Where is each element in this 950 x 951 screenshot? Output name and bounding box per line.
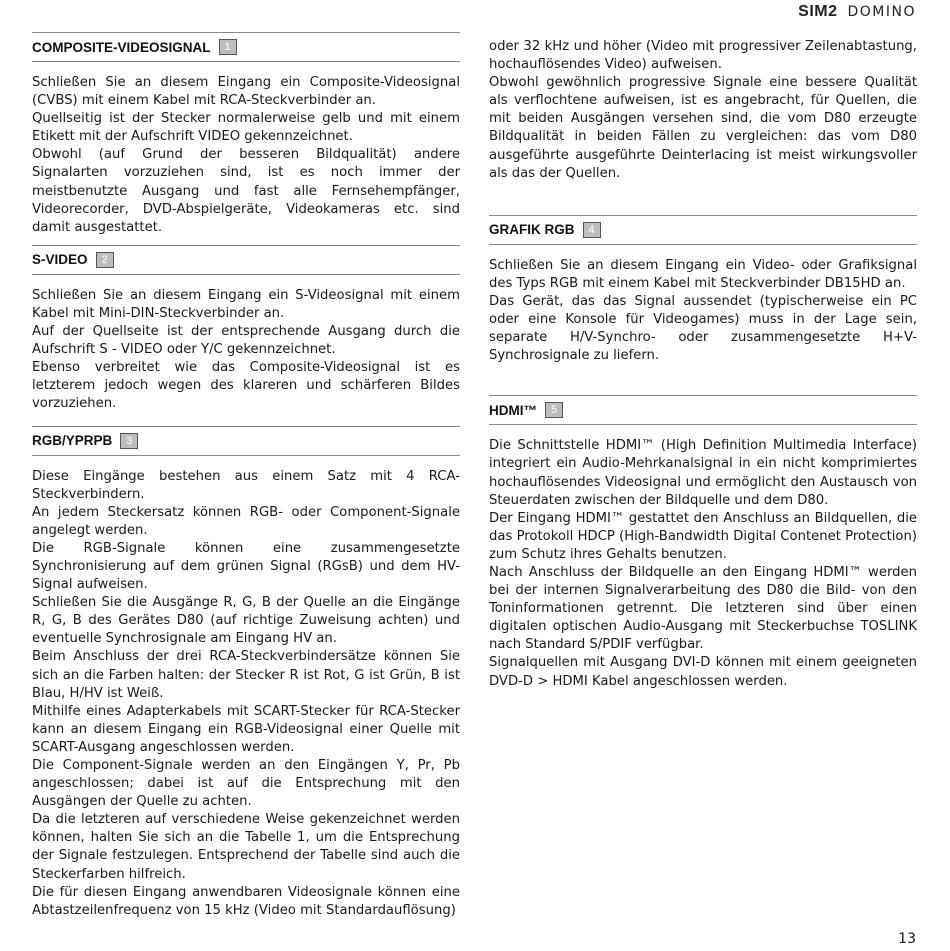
page-number: 13 bbox=[898, 931, 916, 947]
paragraph: Beim Anschluss der drei RCA-Steckverbindersätze können Sie sich an die Farben halten: der Stecker R ist Rot, G ist Grün, B ist Blau, H/HV ist Weiß. bbox=[32, 649, 460, 701]
paragraph: Signalquellen mit Ausgang DVI-D können mit einem geeigneten DVD-D > HDMI Kabel angeschlossen werden. bbox=[489, 655, 917, 689]
paragraph: Schließen Sie an diesem Eingang ein Composite-Videosignal (CVBS) mit einem Kabel mit RCA-Steckverbinder an. bbox=[32, 75, 460, 109]
section-title: S-VIDEO bbox=[32, 252, 88, 268]
section-heading bbox=[489, 395, 917, 425]
section-number-badge: 3 bbox=[120, 433, 138, 449]
section-body bbox=[32, 468, 460, 920]
paragraph: Das Gerät, das das Signal aussendet (typischerweise ein PC oder eine Konsole für Videogames) muss in der Lage sein, separate H/V-Synchro- oder zusammengesetzte H+V- Synchrosignale zu liefern. bbox=[489, 293, 917, 364]
section-body bbox=[32, 74, 460, 237]
paragraph: Schließen Sie die Ausgänge R, G, B der Quelle an die Eingänge R, G, B des Gerätes D80 (auf richtige Zuweisung achten) und eventuelle Synchrosignale am Eingang HV an. bbox=[32, 595, 460, 647]
section-body bbox=[32, 287, 460, 414]
section-grafik-rgb bbox=[489, 215, 917, 366]
paragraph: An jedem Steckersatz können RGB- oder Component-Signale angelegt werden. bbox=[32, 504, 460, 538]
section-heading bbox=[32, 245, 460, 275]
section-s-video bbox=[32, 245, 460, 414]
section-number-badge: 5 bbox=[545, 402, 563, 418]
section-title: RGB/YPRPB bbox=[32, 433, 113, 448]
model-name: DOMINO bbox=[847, 4, 916, 20]
paragraph: Ebenso verbreitet wie das Composite-Videosignal ist es letzterem jedoch wegen des klareren und schärferen Bildes vorzuziehen. bbox=[32, 360, 460, 412]
section-heading bbox=[32, 32, 460, 62]
paragraph: Die Schnittstelle HDMI™ (High Definition Multimedia Interface) integriert ein Audio-Mehrkanalsignal in ein nicht komprimiertes hochauflösendes Videosignal und ermöglicht den Austausch von Steuerdaten zwischen der Bildquelle und dem D80. bbox=[489, 438, 917, 508]
paragraph: Diese Eingänge bestehen aus einem Satz mit 4 RCA-Steckverbindern. bbox=[32, 468, 460, 502]
section-heading bbox=[489, 215, 917, 245]
section-composite-video bbox=[32, 32, 460, 237]
continued-text bbox=[489, 38, 917, 183]
section-body bbox=[489, 257, 917, 366]
paragraph: Mithilfe eines Adapterkabels mit SCART-Stecker für RCA-Stecker kann an diesem Eingang ein RGB-Videosignal einer Quelle mit SCART-Ausgang angeschlossen werden. bbox=[32, 703, 460, 755]
paragraph: Der Eingang HDMI™ gestattet den Anschluss an Bildquellen, die das Protokoll HDCP (High-Bandwidth Digital Contenet Protection) zum Schutz ihres Gehalts benutzen. bbox=[489, 510, 917, 562]
paragraph: oder 32 kHz und höher (Video mit progressiver Zeilenabtastung, hochauflösendes Video) aufweisen. bbox=[489, 39, 917, 73]
left-column bbox=[32, 32, 460, 920]
paragraph: Quellseitig ist der Stecker normalerweise gelb und mit einem Etikett mit der Aufschrift VIDEO gekennzeichnet. bbox=[32, 111, 460, 145]
section-heading bbox=[32, 426, 460, 456]
section-number-badge: 4 bbox=[583, 222, 601, 238]
section-rgb-ypbpr bbox=[32, 426, 460, 920]
paragraph: Obwohl gewöhnlich progressive Signale eine bessere Qualität als verflochtene aufweisen, ist es angebracht, für Quellen, die mit beiden Ausgängen versehen sind, die vom D80 erzeugte Bildqualität in beiden Fällen zu vergleichen: das vom D80 ausgeführte ausgeführte Deinterlacing ist meist wirkungsvoller als das der Quellen. bbox=[489, 75, 917, 181]
paragraph: Die Component-Signale werden an den Eingängen Y, Pr, Pb angeschlossen; dabei ist auf die Entsprechung mit den Ausgängen der Quelle zu achten. bbox=[32, 758, 460, 810]
section-number-badge: 1 bbox=[219, 39, 237, 55]
section-title: COMPOSITE-VIDEOSIGNAL bbox=[32, 39, 211, 55]
paragraph: Obwohl (auf Grund der besseren Bildqualität) andere Signalarten vorzuziehen sind, ist es noch immer der meistbenutzte Ausgang und fast alle Fernsehempfänger, Videorecorder, DVD-Abspielgeräte, Videokameras etc. sind damit ausgestattet. bbox=[32, 147, 460, 235]
paragraph: Die für diesen Eingang anwendbaren Videosignale können eine Abtastzeilenfrequenz von 15 kHz (Video mit Standardauflösung) bbox=[32, 884, 460, 918]
paragraph: Schließen Sie an diesem Eingang ein Video- oder Grafiksignal des Typs RGB mit einem Kabel mit Steckverbinder DB15HD an. bbox=[489, 257, 917, 291]
paragraph: Die RGB-Signale können eine zusammengesetzte Synchronisierung auf dem grünen Signal (RGsB) und dem HV-Signal aufweisen. bbox=[32, 540, 460, 593]
section-title: HDMI™ bbox=[489, 402, 537, 418]
paragraph: Nach Anschluss der Bildquelle an den Eingang HDMI™ werden bei der internen Signalverarbeitung des D80 die Bild- von den Toninformationen getrennt. Die letzteren sind über einen digitalen optischen Audio-Ausgang mit Steckerbuchse TOSLINK nach Standard S/PDIF verfügbar. bbox=[489, 564, 917, 653]
brand-logo bbox=[798, 3, 916, 21]
brand-name: SIM2 bbox=[798, 3, 838, 20]
paragraph: Schließen Sie an diesem Eingang ein S-Videosignal mit einem Kabel mit Mini-DIN-Steckverbinder an. bbox=[32, 287, 460, 321]
section-hdmi bbox=[489, 395, 917, 690]
section-body bbox=[489, 437, 917, 690]
paragraph: Auf der Quellseite ist der entsprechende Ausgang durch die Aufschrift S - VIDEO oder Y/C gekennzeichnet. bbox=[32, 324, 460, 358]
right-column bbox=[489, 38, 917, 691]
paragraph: Da die letzteren auf verschiedene Weise gekenzeichnet werden können, halten Sie sich an die Tabelle 1, um die Entsprechung der Signale festzulegen. Entsprechend der Tabelle sind auch die Steckerfarben hilfreich. bbox=[32, 812, 460, 882]
section-number-badge: 2 bbox=[96, 252, 114, 268]
section-title: GRAFIK RGB bbox=[489, 222, 575, 238]
